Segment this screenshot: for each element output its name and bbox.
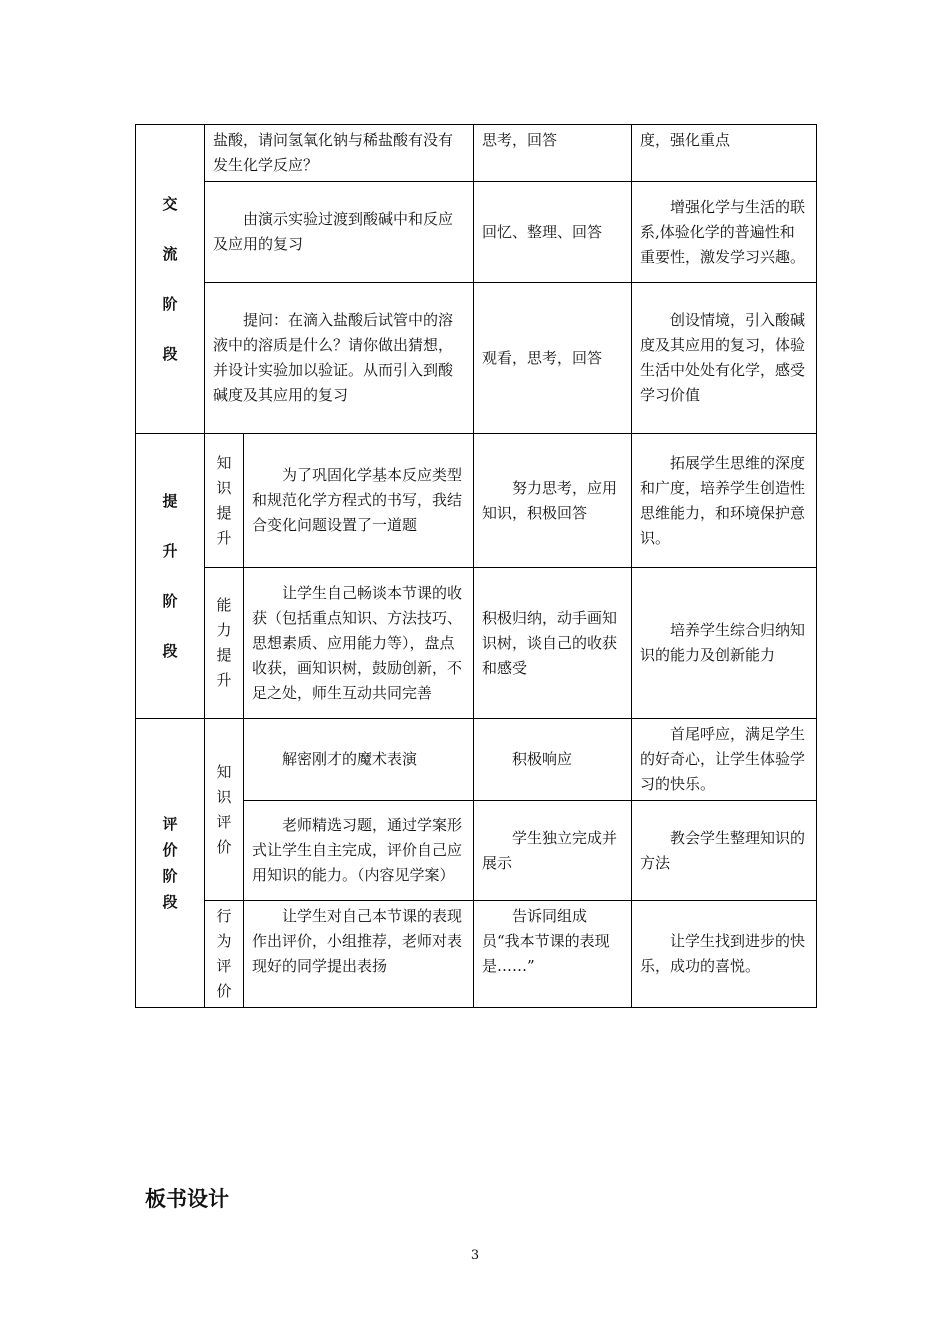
content-cell: 由演示实验过渡到酸碱中和反应及应用的复习 (205, 182, 474, 283)
activity-cell: 积极响应 (474, 719, 632, 801)
intent-cell: 创设情境，引入酸碱度及其应用的复习，体验生活中处处有化学，感受学习价值 (632, 283, 817, 434)
activity-cell: 学生独立完成并展示 (474, 801, 632, 901)
content-cell: 盐酸，请问氢氧化钠与稀盐酸有没有发生化学反应？ (205, 125, 474, 182)
intent-cell: 培养学生综合归纳知识的能力及创新能力 (632, 568, 817, 719)
intent-cell: 度，强化重点 (632, 125, 817, 182)
content-cell: 让学生自己畅谈本节课的收获（包括重点知识、方法技巧、思想素质、应用能力等），盘点收获，画知识树，鼓励创新，不足之处，师生互动共同完善 (244, 568, 474, 719)
page-number: 3 (470, 1248, 480, 1263)
content-cell: 解密刚才的魔术表演 (244, 719, 474, 801)
intent-cell: 拓展学生思维的深度和广度，培养学生创造性思维能力，和环境保护意识。 (632, 434, 817, 568)
intent-cell: 让学生找到进步的快乐，成功的喜悦。 (632, 901, 817, 1008)
stage-cell-evaluation (136, 719, 205, 1008)
table-row (136, 901, 817, 1008)
intent-cell: 教会学生整理知识的方法 (632, 801, 817, 901)
sub-stage-cell (205, 434, 244, 568)
intent-cell: 增强化学与生活的联系,体验化学的普遍性和重要性，激发学习兴趣。 (632, 182, 817, 283)
sub-stage-cell (205, 719, 244, 901)
activity-cell: 思考，回答 (474, 125, 632, 182)
activity-cell: 告诉同组成员“我本节课的表现是……” (474, 901, 632, 1008)
stage-cell-improvement (136, 434, 205, 719)
table-row (136, 434, 817, 568)
section-heading: 板书设计 (145, 1187, 229, 1211)
activity-cell: 观看，思考，回答 (474, 283, 632, 434)
sub-stage-label: 能力提升 (216, 596, 232, 689)
stage-cell-communication (136, 125, 205, 434)
intent-cell: 首尾呼应，满足学生的好奇心，让学生体验学习的快乐。 (632, 719, 817, 801)
stage-label: 交流阶段 (162, 195, 178, 363)
sub-stage-cell (205, 568, 244, 719)
content-cell: 老师精选习题，通过学案形式让学生自主完成，评价自己应用知识的能力。（内容见学案） (244, 801, 474, 901)
stage-label: 评价阶段 (162, 815, 178, 911)
sub-stage-label: 知识提升 (216, 453, 232, 547)
sub-stage-cell (205, 901, 244, 1008)
activity-cell: 回忆、整理、回答 (474, 182, 632, 283)
stage-label: 提升阶段 (162, 492, 178, 660)
activity-cell: 努力思考，应用知识，积极回答 (474, 434, 632, 568)
sub-stage-label: 行为评价 (216, 907, 232, 1000)
content-cell: 让学生对自己本节课的表现作出评价，小组推荐，老师对表现好的同学提出表扬 (244, 901, 474, 1008)
content-cell: 提问：在滴入盐酸后试管中的溶液中的溶质是什么？请你做出猜想，并设计实验加以验证。从而引入到酸碱度及其应用的复习 (205, 283, 474, 434)
table-row (136, 719, 817, 801)
lesson-plan-table (135, 124, 817, 1008)
sub-stage-label: 知识评价 (216, 762, 232, 856)
content-cell: 为了巩固化学基本反应类型和规范化学方程式的书写，我结合变化问题设置了一道题 (244, 434, 474, 568)
table-row (136, 182, 817, 283)
table-row (136, 568, 817, 719)
table-row (136, 125, 817, 182)
activity-cell: 积极归纳，动手画知识树，谈自己的收获和感受 (474, 568, 632, 719)
table-row (136, 283, 817, 434)
